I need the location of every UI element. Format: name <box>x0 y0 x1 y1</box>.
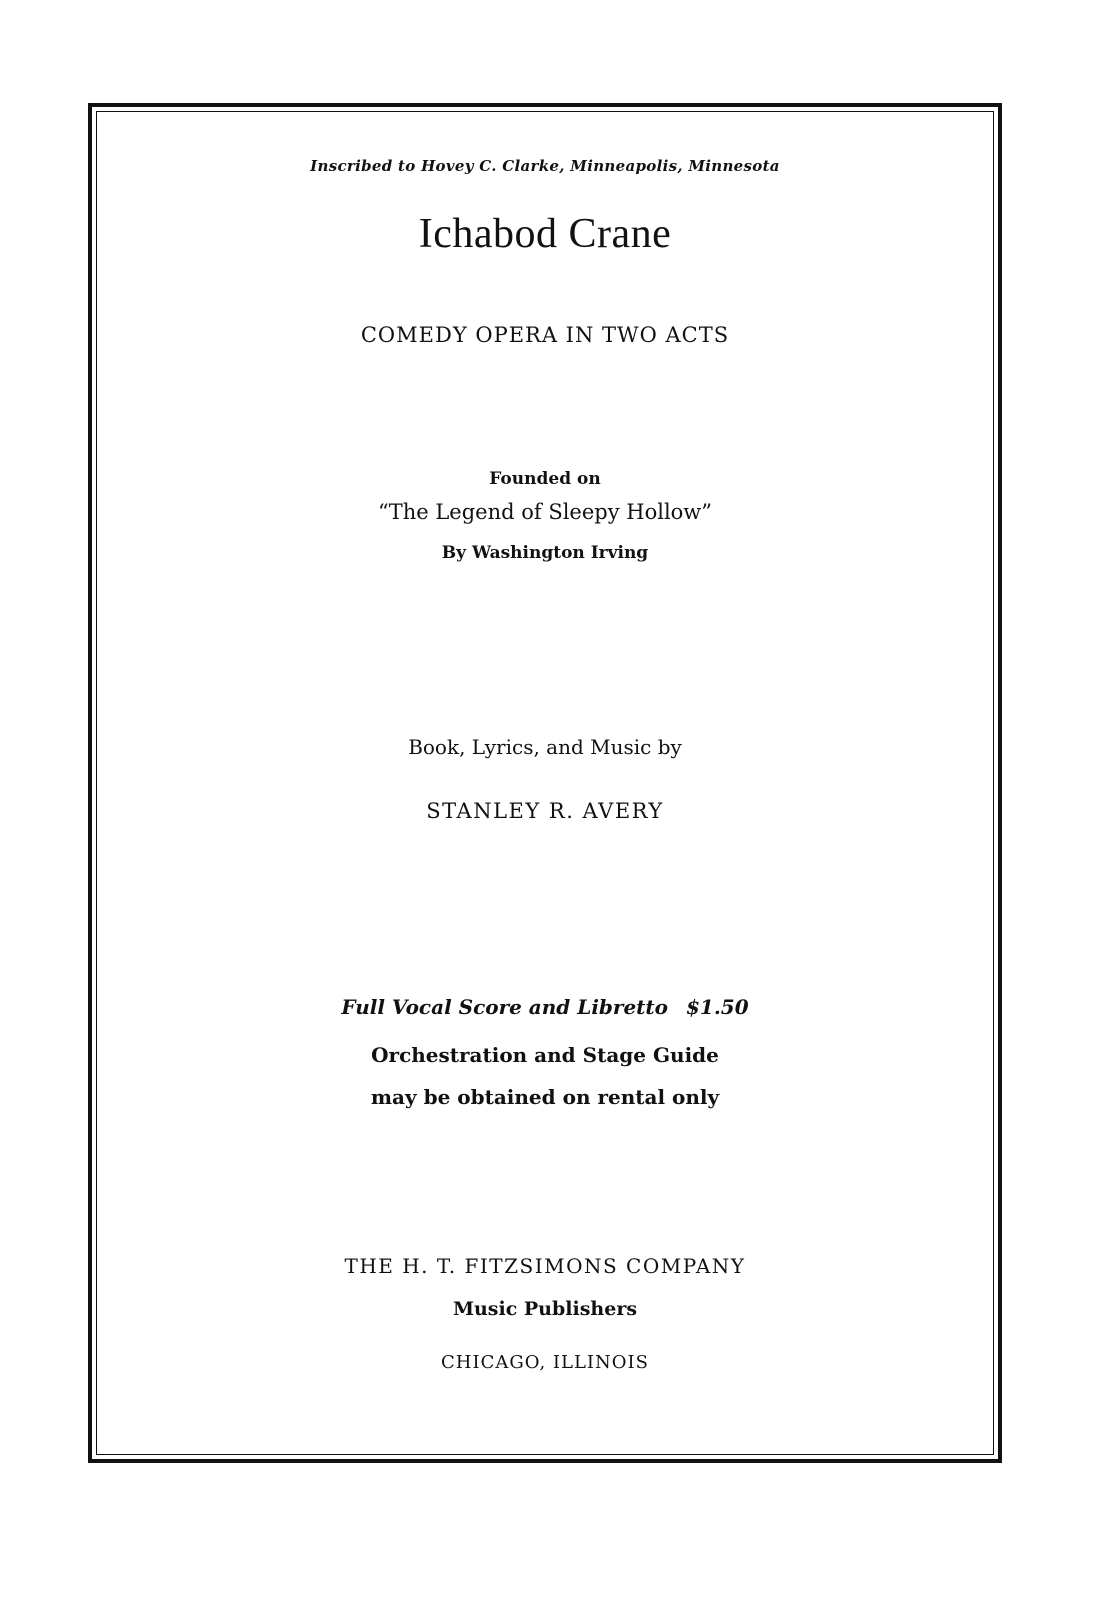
credits-line: Book, Lyrics, and Music by <box>408 735 682 759</box>
publisher-role: Music Publishers <box>452 1298 638 1320</box>
source-work-title: “The Legend of Sleepy Hollow” <box>377 500 713 524</box>
source-author: By Washington Irving <box>441 543 649 563</box>
score-label: Full Vocal Score and Libretto <box>341 995 668 1019</box>
publisher-name: THE H. T. FITZSIMONS COMPANY <box>344 1254 746 1278</box>
dedication-inscription: Inscribed to Hovey C. Clarke, Minneapolis, Minnesota <box>310 157 780 175</box>
composer-name: STANLEY R. AVERY <box>426 799 664 823</box>
founded-on-label: Founded on <box>489 469 601 489</box>
opera-subtitle: COMEDY OPERA IN TWO ACTS <box>360 323 730 347</box>
score-offer <box>96 995 994 1019</box>
opera-title: Ichabod Crane <box>418 211 672 257</box>
rental-note: may be obtained on rental only <box>370 1085 720 1109</box>
orchestration-note: Orchestration and Stage Guide <box>371 1043 719 1067</box>
score-price: $1.50 <box>685 995 749 1019</box>
publisher-city: CHICAGO, ILLINOIS <box>441 1352 649 1373</box>
